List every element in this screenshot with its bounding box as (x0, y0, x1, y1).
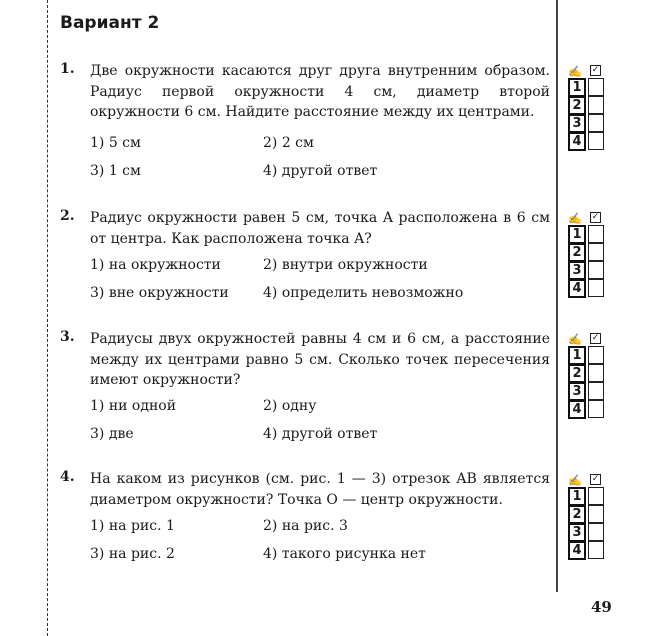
answer-label: 3 (568, 382, 586, 401)
answer-label: 1 (568, 346, 586, 365)
pen-icon: ✍ (568, 212, 582, 225)
answer-label: 2 (568, 505, 586, 524)
question-text: Две окружности касаются друг друга внутренним образом. Радиус первой окружности 4 см, диаметр второй окружности 6 см. Найдите расстояние между их центрами. (90, 63, 550, 120)
answer-label: 4 (568, 132, 586, 151)
answer-label: 1 (568, 225, 586, 244)
answer-box[interactable] (588, 243, 604, 261)
answer-box[interactable] (588, 96, 604, 114)
answer-label: 3 (568, 523, 586, 542)
question-text: Радиус окружности равен 5 см, точка A расположена в 6 см от центра. Как расположена точка A? (90, 210, 550, 247)
checkbox-icon: ✓ (591, 333, 600, 343)
question-number: 2. (60, 208, 75, 224)
checkbox-icon: ✓ (591, 474, 600, 484)
question-number: 3. (60, 329, 75, 345)
option[interactable]: 2) 2 см (263, 135, 314, 151)
answer-label: 4 (568, 541, 586, 560)
pen-icon: ✍ (568, 65, 582, 78)
answer-box[interactable] (588, 114, 604, 132)
option[interactable]: 3) на рис. 2 (90, 546, 175, 562)
cut-line (47, 0, 48, 636)
answer-box[interactable] (588, 261, 604, 279)
checkbox-icon: ✓ (591, 65, 600, 75)
answer-label: 2 (568, 364, 586, 383)
pen-icon: ✍ (568, 474, 582, 487)
option[interactable]: 4) другой ответ (263, 163, 378, 179)
question-text: Радиусы двух окружностей равны 4 см и 6 см, а расстояние между их центрами равно 5 см. Сколько точек пересечения имеют окружности? (90, 331, 550, 388)
option[interactable]: 4) определить невозможно (263, 285, 464, 301)
option[interactable]: 2) на рис. 3 (263, 518, 348, 534)
option[interactable]: 2) одну (263, 398, 317, 414)
answer-box[interactable] (588, 541, 604, 559)
option[interactable]: 1) на окружности (90, 257, 221, 273)
question-number: 4. (60, 469, 75, 485)
option[interactable]: 2) внутри окружности (263, 257, 428, 273)
answer-label: 4 (568, 279, 586, 298)
answer-box[interactable] (588, 132, 604, 150)
answer-label: 3 (568, 114, 586, 133)
option[interactable]: 3) вне окружности (90, 285, 229, 301)
answer-label: 1 (568, 78, 586, 97)
option[interactable]: 3) две (90, 426, 134, 442)
option[interactable]: 1) 5 см (90, 135, 141, 151)
answer-box[interactable] (588, 279, 604, 297)
option[interactable]: 3) 1 см (90, 163, 141, 179)
answer-box[interactable] (588, 400, 604, 418)
pen-icon: ✍ (568, 333, 582, 346)
answer-box[interactable] (588, 78, 604, 96)
answer-label: 2 (568, 96, 586, 115)
answer-grid-2 (568, 212, 608, 297)
question-text: На каком из рисунков (см. рис. 1 — 3) отрезок AB является диаметром окружности? Точка O — центр окружности. (90, 471, 550, 508)
checkbox-icon: ✓ (591, 212, 600, 222)
answer-label: 4 (568, 400, 586, 419)
question-number: 1. (60, 61, 75, 77)
page-number: 49 (591, 598, 612, 616)
answer-grid-4 (568, 474, 608, 559)
answer-box[interactable] (588, 346, 604, 364)
margin-rule (556, 0, 558, 592)
answer-grid-3 (568, 333, 608, 418)
answer-box[interactable] (588, 523, 604, 541)
option[interactable]: 1) на рис. 1 (90, 518, 175, 534)
answer-box[interactable] (588, 225, 604, 243)
page-title: Вариант 2 (60, 13, 160, 33)
answer-label: 2 (568, 243, 586, 262)
answer-box[interactable] (588, 487, 604, 505)
option[interactable]: 4) такого рисунка нет (263, 546, 426, 562)
answer-label: 3 (568, 261, 586, 280)
answer-grid-1 (568, 65, 608, 150)
option[interactable]: 4) другой ответ (263, 426, 378, 442)
answer-box[interactable] (588, 364, 604, 382)
answer-box[interactable] (588, 382, 604, 400)
option[interactable]: 1) ни одной (90, 398, 177, 414)
answer-label: 1 (568, 487, 586, 506)
answer-box[interactable] (588, 505, 604, 523)
